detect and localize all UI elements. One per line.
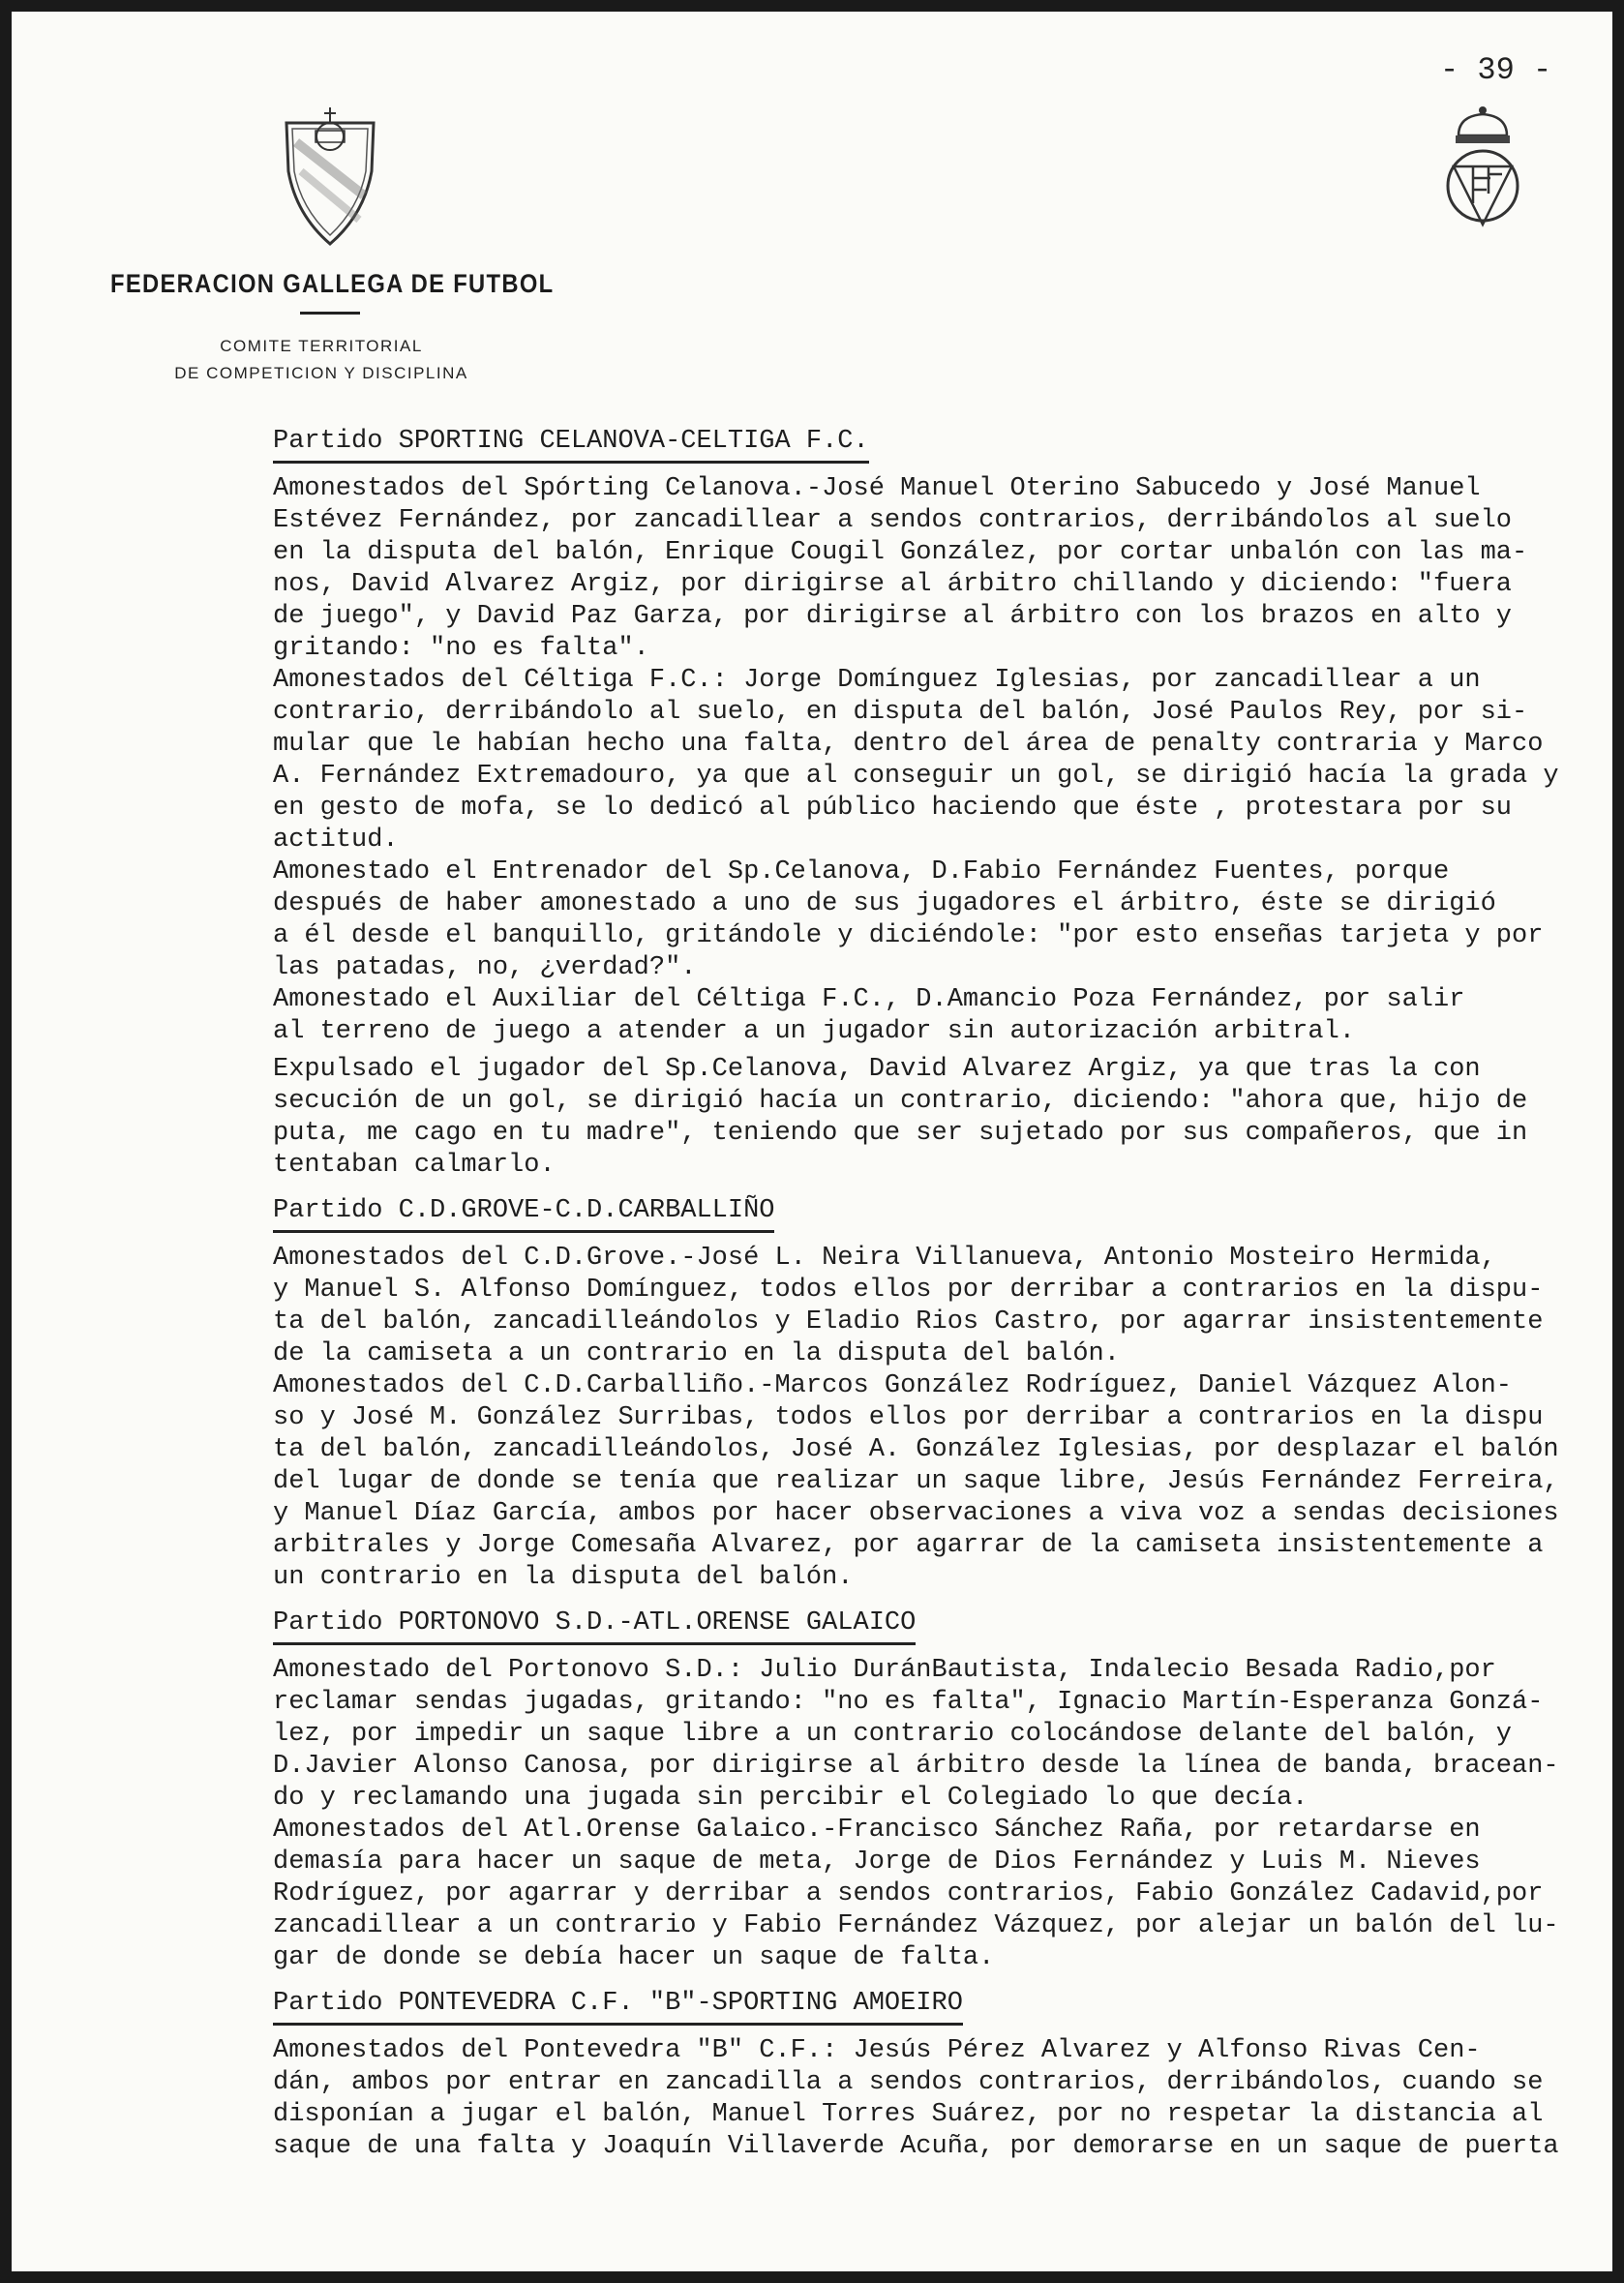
- match-section: [273, 1195, 1612, 1594]
- shield-emblem-icon: [277, 104, 383, 249]
- text-line: ta del balón, zancadilleándolos, José A. González Iglesias, por desplazar el balón: [273, 1435, 1559, 1464]
- text-line: a él desde el banquillo, gritándole y diciéndole: "por esto enseñas tarjeta y por: [273, 921, 1544, 950]
- paragraph: [273, 473, 1612, 665]
- organization-name: FEDERACION GALLEGA DE FUTBOL: [110, 269, 555, 298]
- match-title: Partido PORTONOVO S.D.-ATL.ORENSE GALAICO: [273, 1607, 916, 1645]
- text-line: gritando: "no es falta".: [273, 634, 649, 663]
- paragraph: [273, 2035, 1612, 2163]
- paragraph: [273, 665, 1612, 856]
- text-line: del lugar de donde se tenía que realizar un saque libre, Jesús Fernández Ferreira,: [273, 1467, 1559, 1496]
- match-section: [273, 426, 1612, 1182]
- text-line: Amonestado del Portonovo S.D.: Julio DuránBautista, Indalecio Besada Radio,por: [273, 1656, 1496, 1685]
- text-line: en gesto de mofa, se lo dedicó al público haciendo que éste , protestara por su: [273, 794, 1513, 823]
- header-divider: [300, 312, 360, 315]
- text-line: zancadillear a un contrario y Fabio Fernández Vázquez, por alejar un balón del lu-: [273, 1911, 1559, 1940]
- text-line: y Manuel Díaz García, ambos por hacer observaciones a viva voz a sendas decisiones: [273, 1499, 1559, 1528]
- text-line: Rodríguez, por agarrar y derribar a sendos contrarios, Fabio González Cadavid,por: [273, 1879, 1544, 1908]
- text-line: de la camiseta a un contrario en la disputa del balón.: [273, 1339, 1120, 1368]
- paragraph: [273, 1655, 1612, 1815]
- paragraph: [273, 1243, 1612, 1370]
- text-line: Amonestados del Atl.Orense Galaico.-Francisco Sánchez Raña, por retardarse en: [273, 1816, 1481, 1845]
- match-section: [273, 1607, 1612, 1974]
- page-number: - 39 -: [1440, 52, 1552, 88]
- match-title: Partido SPORTING CELANOVA-CELTIGA F.C.: [273, 426, 869, 464]
- text-line: ta del balón, zancadilleándolos y Eladio Rios Castro, por agarrar insistentemente: [273, 1307, 1544, 1337]
- text-line: y Manuel S. Alfonso Domínguez, todos ellos por derribar a contrarios en la dispu-: [273, 1276, 1544, 1305]
- text-line: Amonestados del C.D.Grove.-José L. Neira Villanueva, Antonio Mosteiro Hermida,: [273, 1244, 1496, 1273]
- paragraph: [273, 856, 1612, 984]
- text-line: puta, me cago en tu madre", teniendo que ser sujetado por sus compañeros, que in: [273, 1119, 1528, 1148]
- text-line: actitud.: [273, 826, 399, 855]
- text-line: al terreno de juego a atender a un jugador sin autorización arbitral.: [273, 1017, 1355, 1046]
- text-line: do y reclamando una jugada sin percibir el Colegiado lo que decía.: [273, 1784, 1308, 1813]
- text-line: secución de un gol, se dirigió hacía un contrario, diciendo: "ahora que, hijo de: [273, 1087, 1528, 1116]
- match-title: Partido PONTEVEDRA C.F. "B"-SPORTING AMOEIRO: [273, 1988, 963, 2026]
- text-line: lez, por impedir un saque libre a un contrario colocándose delante del balón, y: [273, 1720, 1513, 1749]
- paragraph: [273, 1815, 1612, 1974]
- text-line: después de haber amonestado a uno de sus jugadores el árbitro, éste se dirigió: [273, 889, 1496, 918]
- text-line: de juego", y David Paz Garza, por dirigirse al árbitro con los brazos en alto y: [273, 602, 1513, 631]
- text-line: nos, David Alvarez Argiz, por dirigirse al árbitro chillando y diciendo: "fuera: [273, 570, 1513, 599]
- committee-line-1: COMITE TERRITORIAL: [220, 337, 423, 355]
- text-line: gar de donde se debía hacer un saque de falta.: [273, 1943, 995, 1972]
- text-line: en la disputa del balón, Enrique Cougil González, por cortar unbalón con las ma-: [273, 538, 1528, 567]
- text-line: las patadas, no, ¿verdad?".: [273, 953, 697, 982]
- text-line: contrario, derribándolo al suelo, en disputa del balón, José Paulos Rey, por si-: [273, 698, 1528, 727]
- text-line: un contrario en la disputa del balón.: [273, 1563, 854, 1592]
- text-line: disponían a jugar el balón, Manuel Torres Suárez, por no respetar la distancia al: [273, 2100, 1544, 2129]
- crowned-crest-icon: [1434, 97, 1531, 232]
- match-section: [273, 1988, 1612, 2163]
- text-line: D.Javier Alonso Canosa, por dirigirse al árbitro desde la línea de banda, bracean-: [273, 1752, 1559, 1781]
- document-body: [273, 426, 1612, 2163]
- committee-name: [128, 333, 515, 387]
- paragraph: [273, 984, 1612, 1048]
- text-line: reclamar sendas jugadas, gritando: "no es falta", Ignacio Martín-Esperanza Gonzá-: [273, 1688, 1544, 1717]
- text-line: tentaban calmarlo.: [273, 1151, 556, 1180]
- text-line: so y José M. González Surribas, todos ellos por derribar a contrarios en la dispu: [273, 1403, 1544, 1432]
- text-line: demasía para hacer un saque de meta, Jorge de Dios Fernández y Luis M. Nieves: [273, 1847, 1481, 1877]
- text-line: dán, ambos por entrar en zancadilla a sendos contrarios, derribándolos, cuando se: [273, 2068, 1544, 2097]
- text-line: Amonestado el Entrenador del Sp.Celanova, D.Fabio Fernández Fuentes, porque: [273, 857, 1450, 886]
- text-line: Expulsado el jugador del Sp.Celanova, David Alvarez Argiz, ya que tras la con: [273, 1055, 1481, 1084]
- text-line: saque de una falta y Joaquín Villaverde Acuña, por demorarse en un saque de puerta: [273, 2132, 1559, 2161]
- text-line: Amonestados del Spórting Celanova.-José Manuel Oterino Sabucedo y José Manuel: [273, 474, 1481, 503]
- text-line: Amonestado el Auxiliar del Céltiga F.C., D.Amancio Poza Fernández, por salir: [273, 985, 1465, 1014]
- text-line: A. Fernández Extremadouro, ya que al conseguir un gol, se dirigió hacía la grada y: [273, 762, 1559, 791]
- text-line: arbitrales y Jorge Comesaña Alvarez, por agarrar de la camiseta insistentemente a: [273, 1531, 1544, 1560]
- text-line: Estévez Fernández, por zancadillear a sendos contrarios, derribándolos al suelo: [273, 506, 1513, 535]
- paragraph: [273, 1370, 1612, 1594]
- paragraph: [273, 1054, 1612, 1182]
- text-line: Amonestados del C.D.Carballiño.-Marcos González Rodríguez, Daniel Vázquez Alon-: [273, 1371, 1513, 1400]
- document-page: [12, 12, 1612, 2271]
- text-line: Amonestados del Céltiga F.C.: Jorge Domínguez Iglesias, por zancadillear a un: [273, 666, 1481, 695]
- match-title: Partido C.D.GROVE-C.D.CARBALLIÑO: [273, 1195, 774, 1233]
- text-line: mular que le habían hecho una falta, dentro del área de penalty contraria y Marco: [273, 730, 1544, 759]
- committee-line-2: DE COMPETICION Y DISCIPLINA: [174, 364, 468, 382]
- text-line: Amonestados del Pontevedra "B" C.F.: Jesús Pérez Alvarez y Alfonso Rivas Cen-: [273, 2036, 1481, 2065]
